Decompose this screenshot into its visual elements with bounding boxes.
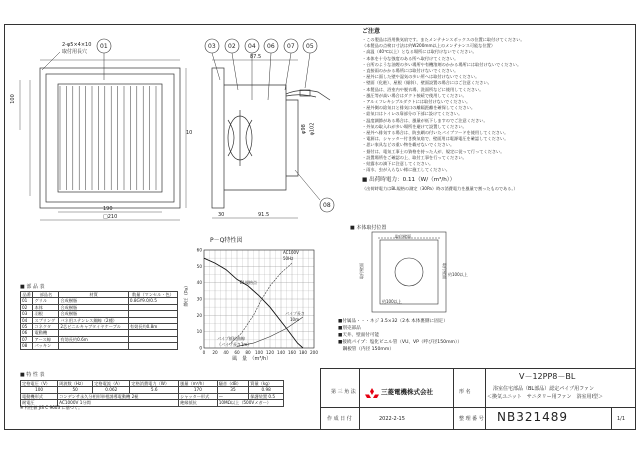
dim-100: 100 (9, 94, 16, 104)
parts-title: ■ 部 品 表 (20, 284, 45, 290)
note-line: ・本製品は、浴室内や脱衣場、洗面所などに使用してください。 (362, 86, 484, 92)
pq-pipe-label-2: 10m (290, 317, 299, 322)
note-line: ・雨水、虫が入らない様に施工してください。 (362, 167, 450, 173)
parts-cell: 06 (21, 330, 33, 336)
specs-table (20, 380, 284, 407)
protection-label: 保護装置 0.5 (249, 393, 284, 399)
specs-value: 5.6 (130, 387, 179, 393)
note-line: ・屋外へ排気する場合は、防虫網の付いたパイプフードを使用してください。 (362, 130, 509, 136)
dim-10: 10 (186, 130, 193, 136)
date-value: 2022-2-15 (379, 416, 405, 422)
parts-cell: 羽根 (33, 311, 59, 317)
note-line: ・設置場所をご確認の上、取付工事を行ってください。 (362, 154, 467, 160)
parts-header: 数量（マンセル・色） (128, 292, 177, 298)
specs-value: 35 (217, 387, 249, 393)
title-block (320, 368, 635, 429)
note-line: ・本体を十分な強度のある所へ取付けてください。 (362, 55, 459, 61)
parts-table (20, 291, 178, 350)
callout-03: 03 (208, 43, 216, 50)
note-line: （本製品の点検口寸法は約W200mm以上のメンテナンス可能な位置） (362, 43, 496, 49)
note-line: ・直接雨のかかる場所には取付けないでください。 (362, 68, 459, 74)
note-line: ・この製品は浴用換気扇です。またメンテナンスボックスの位置に取付けてください。 (362, 37, 525, 42)
note-line: ・アルミフレキシブルダクトには取付けないでください。 (362, 99, 471, 105)
note-line: ・結露水の滴下に注意してください。 (362, 161, 434, 167)
specs-header: 周波数（Hz） (58, 381, 93, 387)
specs-value: 50 (58, 387, 93, 393)
parts-cell: アース線 (33, 336, 59, 342)
note-line: ・屋外側の給気口と排気口の離隔距離を確保してください。 (362, 105, 476, 111)
mounting-dim-a: 約100以上 (382, 299, 402, 304)
parts-cell: 02 (21, 304, 33, 310)
pq-pipe-label-3: パイプ抵抗曲線 (217, 336, 245, 341)
shutter-label: シャッター形式 (179, 393, 218, 399)
mounting-label-right: 取付壁面 (442, 263, 447, 279)
y-tick-label: 10 (196, 329, 202, 335)
note-line: ・風圧等が高い場合はダクト接続で使用してください。 (362, 92, 467, 98)
accessory-line: ■天井、壁面付可能 (338, 333, 380, 338)
specs-header: 定格電圧（V） (21, 381, 58, 387)
pq-curve-label: AC100V (283, 250, 299, 255)
parts-header: 材質 (59, 292, 129, 298)
insulation-label: 絶縁抵抗 (179, 400, 218, 406)
y-tick-label: 40 (196, 280, 202, 286)
number-label: 整 理 番 号 (459, 416, 484, 422)
parts-cell: パッキン (33, 343, 59, 349)
note-line: ・台所のような油煙の多い場所や有機溶剤のかかる場所には取付けないでください。 (362, 61, 522, 67)
parts-row (21, 324, 178, 330)
accessories (338, 318, 462, 353)
callout-07: 07 (287, 43, 295, 50)
pq-chart (188, 244, 320, 362)
note-line: ・電源は、シャッター付き換気扇で、壁面用は電源電圧を確認してください。 (362, 136, 509, 142)
x-tick-label: 140 (277, 350, 285, 355)
angle-label: 第 三 角 法 (331, 389, 356, 395)
x-tick-label: 0 (202, 350, 206, 355)
callout-04: 04 (248, 43, 256, 50)
note-line: ・給気口はトイレの扉部分の下部に設けてください。 (362, 111, 463, 117)
specs-header: 質量（kg） (249, 381, 284, 387)
dim-30: 30 (218, 212, 225, 218)
parts-cell: 05 (21, 324, 33, 330)
notes-lines (362, 37, 630, 173)
specs-footer: ※ 特性値 JIS C 9603 に基づく。 (20, 405, 83, 410)
x-tick-label: 60 (234, 350, 240, 355)
dim-phi98: φ98 (300, 124, 307, 134)
callout-02: 02 (228, 43, 236, 50)
parts-cell: 2芯ビニルキャブタイヤケーブル (59, 324, 129, 330)
callout-05: 05 (306, 43, 314, 50)
date-label: 作 成 日 付 (327, 416, 352, 422)
parts-cell: 本体 (33, 304, 59, 310)
pq-curve-label-2: 50Hz (283, 256, 294, 261)
power-title: ■ 出荷時電力：0.11（W/（m³/h）） (362, 177, 456, 184)
parts-cell: 合成樹脂 (59, 311, 129, 317)
mounting-label-left: 取付壁面 (359, 263, 364, 279)
parts-cell: 有効長約0.8m (128, 324, 177, 330)
hole-note: 2-φ5×4×10 (62, 42, 92, 48)
note-line: ・外気の取入れが多い場所を避けて設置してください。 (362, 123, 467, 129)
note-line: ・据付は、電気工事士の資格を持った人が、規定に従って行ってください。 (362, 148, 505, 154)
y-tick-label: 60 (196, 247, 202, 253)
parts-cell: 04 (21, 317, 33, 323)
parts-cell: グリル (33, 298, 59, 304)
specs-header: 風量（m³/h） (179, 381, 218, 387)
accessory-line: ■別売部品 (338, 326, 361, 331)
accessory-line: ■接続パイプ：塩化ビニル管（VU、VP（呼び径150mm）） (338, 340, 462, 345)
notes-title: ご注意 (362, 28, 381, 35)
parts-row (21, 343, 178, 349)
parts-header: 品番 (21, 292, 33, 298)
parts-cell: 03 (21, 311, 33, 317)
dim-210: □210 (103, 214, 118, 220)
specs-value: 0.98 (249, 387, 284, 393)
pq-ylabel: 静圧（Pa） (184, 283, 190, 307)
y-tick-label: 30 (196, 296, 202, 302)
specs-header: 定格消費電力（W） (130, 381, 179, 387)
parts-cell: 07 (21, 336, 33, 342)
callout-01: 01 (100, 43, 108, 50)
parts-cell: 合成樹脂 (59, 298, 129, 304)
specs-title: ■ 特 性 表 (20, 372, 45, 378)
callout-06: 06 (267, 43, 275, 50)
note-line: ・温度調節がある場合は、風量が低下しますのでご注意ください。 (362, 117, 488, 123)
pq-pipe-label-1: パイプ長さ (285, 311, 305, 316)
x-tick-label: 180 (299, 350, 307, 355)
pq-title: P－Q特性図 (210, 237, 243, 244)
model-name: V－12PP8－BL (519, 372, 576, 381)
mounting-title: ■ 本体取付位置 (350, 225, 387, 231)
x-tick-label: 160 (288, 350, 296, 355)
pq-pipe-label-4: （パイプ長さ1m） (217, 342, 252, 347)
notes-block (362, 28, 630, 192)
x-tick-label: 40 (223, 350, 229, 355)
power-sub: （出荷時電力はBL規格の測定（30Pa）時の消費電力を風量で割ったものである。） (362, 186, 518, 192)
motor-type-value: コンデンサ永久分相形単相誘導電動機 2極 (58, 393, 179, 399)
pq-xlabel: 風 量 （m³/h） (232, 356, 272, 362)
parts-cell: 01 (21, 298, 33, 304)
company-name: 三菱電機株式会社 (381, 388, 433, 396)
model-label: 形 名 (459, 389, 471, 395)
dim-phi102: φ102 (309, 122, 316, 136)
hole-note-2: 取付用長穴 (62, 49, 88, 55)
x-tick-label: 120 (266, 350, 274, 355)
specs-value: 100 (21, 387, 58, 393)
parts-cell: スプリング (33, 317, 59, 323)
specs-header: 騒音（dB） (217, 381, 249, 387)
specs-value: 0.062 (93, 387, 130, 393)
parts-cell (128, 343, 177, 349)
shutter-value: — (217, 393, 249, 399)
mounting-label-wall: 取付壁面 (395, 234, 411, 239)
callout-08: 08 (323, 202, 331, 209)
dim-190: 190 (103, 206, 113, 212)
x-tick-label: 100 (255, 350, 263, 355)
drawing-number: NB321489 (497, 410, 569, 424)
specs-value: 170 (179, 387, 218, 393)
parts-cell: 合成樹脂 (59, 304, 129, 310)
parts-cell: 0.8GY9.0/0.5 (128, 298, 177, 304)
accessory-line: 鋼板管（内径 150mm） (338, 347, 394, 352)
note-line: ・高温（40℃以上）となる場所には取付けないでください。 (362, 49, 477, 55)
note-line: ・屋外に面した壁や湿気の多い所へは取付けないでください。 (362, 74, 480, 80)
parts-cell: コネクタ (33, 324, 59, 330)
parts-cell: 電動機 (33, 330, 59, 336)
y-tick-label: 0 (199, 345, 202, 351)
x-tick-label: 20 (212, 350, 218, 355)
voltage-test-value: AC1000V 1分間 (58, 400, 179, 406)
y-tick-label: 20 (196, 312, 202, 318)
y-tick-label: 50 (196, 263, 202, 269)
parts-header: 部品名 (33, 292, 59, 298)
model-desc-2: ＜換気ユニット サニタリー用ファン 浴室用Ⅰ型＞ (487, 394, 603, 400)
mitsubishi-diamonds-icon (365, 388, 379, 401)
pq-bl-label: BL規格点 (240, 280, 257, 285)
note-line: ・壁面（化粧）、屋根（傾斜）、壁面設置の場合にはご注意ください。 (362, 80, 492, 86)
parts-cell: バネ用ステンレス鋼線（2種） (59, 317, 129, 323)
voltage-test-label: 耐電圧 (21, 400, 58, 406)
specs-header: 定格電流（A） (93, 381, 130, 387)
dim-91-5: 91.5 (258, 212, 270, 218)
series-line (229, 263, 292, 345)
motor-type-label: 電動機形式 (21, 393, 58, 399)
parts-cell (59, 343, 129, 349)
page-number: 1/1 (617, 416, 626, 422)
dim-87-5: 87.5 (250, 54, 262, 60)
note-line: ・思い家具などの重い物を載せないでください。 (362, 142, 455, 148)
accessory-line: ■付属品・・・ネジ 3.5×32（2本 本体裏側に固定） (338, 319, 448, 324)
insulation-value: 10MΩ以上（500Vメガー） (217, 400, 283, 406)
parts-cell: 有効長約0.6m (59, 336, 129, 342)
parts-cell: 08 (21, 343, 33, 349)
mitsubishi-logo (365, 386, 379, 405)
x-tick-label: 80 (245, 350, 251, 355)
mounting-dim-b: 約100以上 (448, 272, 468, 277)
x-tick-label: 200 (310, 350, 318, 355)
model-desc-1: 浴室住宅部品（BL部品）認定パイプ用ファン (493, 386, 594, 392)
